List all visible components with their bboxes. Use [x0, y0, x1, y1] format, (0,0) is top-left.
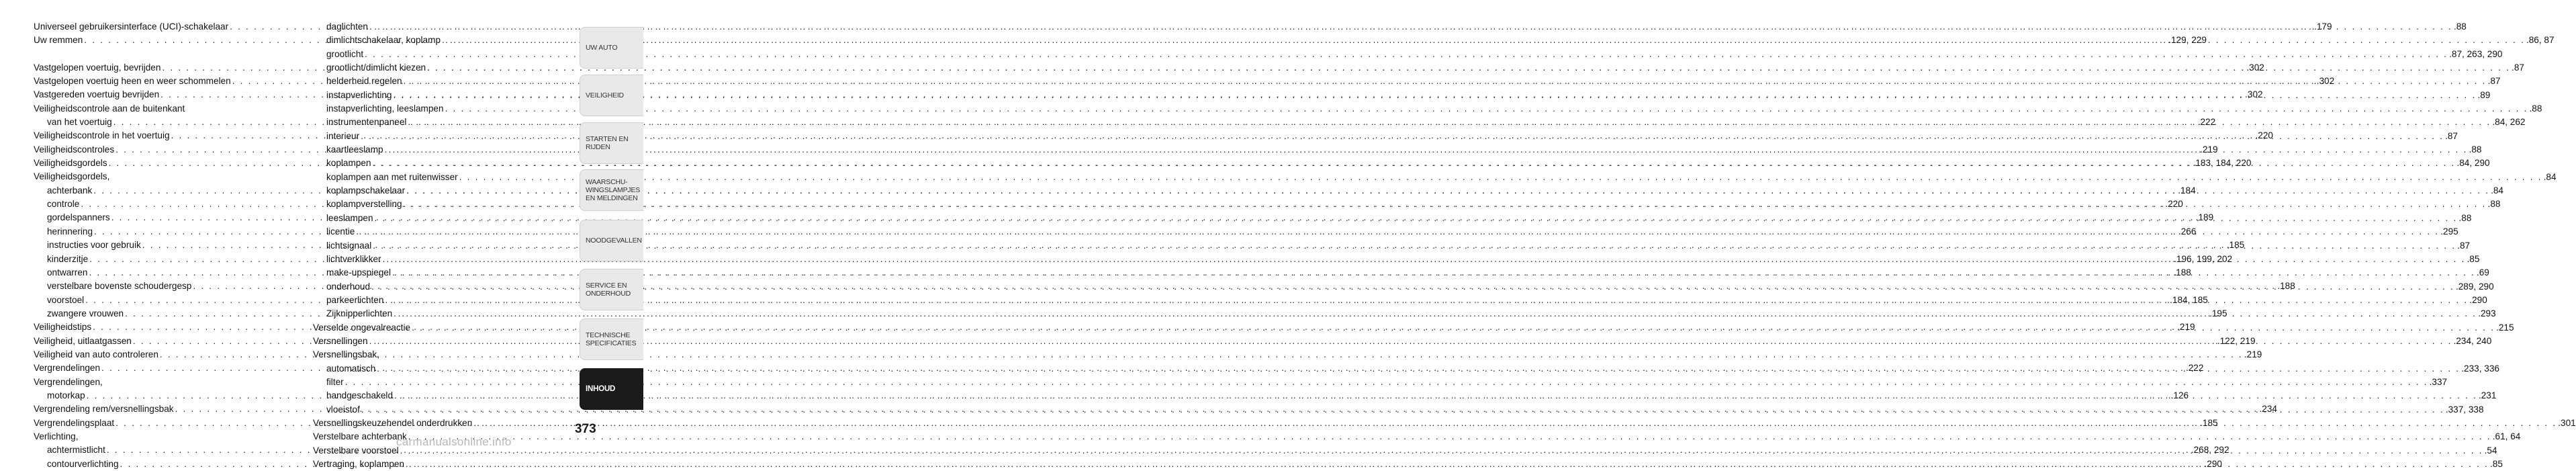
dot-leader [392, 266, 2475, 280]
index-term: Vergrendelingen, [34, 376, 103, 387]
index-entry [34, 376, 289, 389]
index-page-refs: .295 [2440, 226, 2458, 237]
index-page-refs: .302 [2246, 62, 2264, 73]
index-page-refs: .188 [2173, 267, 2191, 277]
index-term: Uw remmen [34, 35, 83, 46]
index-term: voorstoel [47, 294, 85, 305]
dot-leader [371, 280, 2454, 294]
index-term: Universeel gebruikersinterface (UCI)-schakelaar [34, 22, 229, 32]
index-term: ontwarren [47, 267, 88, 277]
index-page-refs: .188 [2277, 281, 2295, 292]
index-page-refs: .85 [2467, 253, 2480, 264]
dot-leader [442, 34, 2525, 47]
index-term: Vastgereden voertuig bevrijden [34, 89, 160, 100]
index-term: Vergrendelingsplaat [34, 417, 115, 428]
dot-leader [404, 75, 2487, 88]
index-term: Vergrendelingen [34, 363, 101, 374]
index-page-refs: .89 [2477, 89, 2491, 100]
dot-leader [408, 430, 2491, 443]
index-term: Versnellingsbak, [313, 349, 379, 360]
index-page-refs: .87, 263, 290 [2449, 48, 2503, 59]
index-page-refs: .231 [2478, 390, 2497, 401]
index-page-refs: .289, 290 [2455, 281, 2494, 292]
index-term: motorkap [47, 390, 85, 400]
index-page-refs: .222 [2197, 117, 2216, 128]
index-page-refs: .222 [2185, 363, 2204, 374]
dot-leader [394, 307, 2477, 320]
index-page-refs: .88 [2469, 144, 2482, 155]
index-page-refs: .69 [2476, 267, 2489, 278]
index-page-refs: .290 [2469, 294, 2487, 305]
index-term: herinnering [47, 226, 93, 237]
chapter-tab-label: INHOUD [586, 385, 616, 393]
dot-leader [345, 376, 2428, 389]
index-term: helderheid regelen [326, 76, 402, 87]
index-term: instapverlichting [326, 89, 392, 100]
index-page-refs: .268, 292 [2191, 445, 2229, 456]
index-term: Verstelbare voorstoel [313, 445, 399, 456]
chapter-tab-label: VEILIGHEID [586, 91, 624, 99]
chapter-tab[interactable] [580, 75, 643, 116]
index-page-refs: .87 [2445, 130, 2458, 141]
dot-leader [408, 116, 2491, 129]
index-term: Zijknipperlichten [326, 308, 393, 319]
index-term: koplampen [326, 158, 371, 169]
index-term: Veiligheidscontrole in het voertuig [34, 130, 170, 141]
index-page-refs: .179 [2314, 22, 2332, 32]
chapter-tab-label: SERVICE EN ONDERHOUD [586, 282, 631, 298]
index-term: Verstelbare achterbank [313, 431, 407, 442]
dot-leader [445, 102, 2528, 116]
index-term: Veiligheidsgordels, [34, 171, 110, 182]
index-entry [34, 102, 289, 116]
index-page-refs: .87 [2487, 76, 2501, 87]
index-term: Vergrendeling rem/versnellingsbak [34, 404, 174, 415]
index-term: Vastgelopen voertuig, bevrijden [34, 62, 161, 73]
index-term: Vastgelopen voertuig heen en weer schommelen [34, 76, 231, 87]
dot-leader [375, 212, 2458, 225]
index-page-refs: .215 [2496, 322, 2514, 333]
index-term: instrumentenpaneel [326, 117, 407, 128]
index-page-refs: .234 [2259, 404, 2277, 415]
index-entry [34, 430, 289, 443]
index-entry [313, 102, 2542, 116]
index-page-refs: .195 [2209, 308, 2227, 318]
dot-leader [406, 184, 2489, 198]
index-page-refs: .185 [2200, 417, 2218, 428]
dot-leader [394, 389, 2477, 402]
index-term: Veiligheid, uitlaatgassen [34, 335, 132, 346]
chapter-tab-label: WAARSCHU- WINGSLAMPJES EN MELDINGEN [586, 178, 641, 202]
index-page-refs: .84, 290 [2456, 158, 2490, 169]
dot-leader [361, 130, 2444, 143]
dot-leader [369, 20, 2452, 34]
index-term: van het voertuig [47, 117, 112, 128]
index-page-refs: .88 [2453, 22, 2467, 32]
index-page-refs: .84 [2491, 185, 2503, 196]
chapter-tab[interactable] [580, 220, 643, 261]
index-page-refs: .290 [2204, 458, 2222, 469]
index-page-refs: .129, 229 [2168, 35, 2207, 46]
chapter-tabs [576, 0, 645, 456]
index-term: automatisch [326, 363, 376, 374]
index-term: instapverlichting, leeslampen [326, 103, 444, 114]
index-term: koplampschakelaar [326, 185, 406, 196]
dot-leader [400, 444, 2483, 458]
dot-leader [393, 89, 2476, 102]
index-term: parkeerlichten [326, 294, 384, 305]
index-page-refs: .266 [2178, 226, 2197, 237]
dot-leader [412, 321, 2495, 335]
index-page-refs: .87 [2457, 240, 2471, 251]
index-page-refs: .184, 185 [2170, 294, 2208, 305]
index-entry [34, 170, 289, 183]
index-term: achterbank [47, 185, 93, 196]
index-page-refs: .87 [2512, 62, 2524, 73]
index-page-refs: .184 [2178, 185, 2196, 196]
index-term: verstelbare bovenste schoudergesp [47, 281, 192, 292]
dot-leader [473, 417, 2557, 430]
index-page-refs: .185 [2226, 240, 2245, 251]
watermark: carmanualsonline.info [396, 435, 512, 448]
dot-leader [406, 458, 2489, 471]
index-term: Veiligheidsgordels [34, 158, 107, 169]
index-term: leeslampen [326, 212, 373, 223]
index-page-refs: .85 [2489, 459, 2503, 469]
index-term: grootlicht/dimlicht kiezen [326, 62, 426, 73]
chapter-tab-label: NOODGEVALLEN [586, 237, 642, 245]
dot-leader [356, 225, 2439, 239]
index-term: instructies voor gebruik [47, 240, 141, 251]
index-term: Veiligheid van auto controleren [34, 349, 158, 359]
index-term: lichtsignaal [326, 240, 372, 251]
index-term: Versnellingen [313, 335, 368, 346]
index-term: kinderzitje [47, 253, 89, 264]
index-term: licentie [326, 226, 355, 237]
dot-leader [427, 61, 2510, 75]
page-number: 373 [575, 422, 596, 436]
index-page-refs: .293 [2478, 308, 2496, 319]
chapter-tab[interactable] [580, 122, 643, 164]
index-term: Versnellingskeuzehendel onderdrukken [313, 417, 473, 428]
index-page-refs: .84 [2543, 171, 2557, 182]
index-term: koplampen aan met ruitenwisser [326, 171, 458, 182]
index-term: daglichten [326, 22, 368, 32]
index-term: onderhoud [326, 281, 371, 292]
index-page-refs: .54 [2484, 445, 2497, 456]
index-page-refs: .219 [2244, 349, 2262, 359]
index-page-refs: .219 [2177, 322, 2195, 333]
dot-leader [369, 335, 2452, 348]
index-page-refs: .88 [2529, 103, 2542, 114]
index-term: grootlicht [326, 48, 364, 59]
index-page-refs: .84, 262 [2492, 117, 2526, 128]
index-term: Verselde ongevalreactie [313, 322, 411, 333]
index-term: Veiligheidscontrole aan de buitenkant [34, 103, 185, 114]
index-term: interieur [326, 130, 360, 141]
index-page-refs: .337 [2429, 376, 2448, 387]
index-page-refs: .302 [2245, 89, 2263, 100]
index-page-refs: .220 [2255, 130, 2273, 141]
dot-leader [385, 143, 2468, 157]
index-page-refs: .122, 219 [2217, 335, 2256, 346]
index-term: Verlichting, [34, 431, 79, 441]
index-term: Veiligheidstips [34, 322, 92, 333]
index-entry [313, 171, 2557, 184]
index-term: zwangere vrouwen [47, 308, 124, 318]
index-term: dimlichtschakelaar, koplamp [326, 35, 441, 46]
chapter-tab-label: STARTEN EN RIJDEN [586, 135, 629, 151]
index-term: achtermistlicht [47, 445, 105, 456]
dot-leader [373, 157, 2456, 170]
index-term: lichtverklikker [326, 253, 381, 264]
index-page-refs: .183, 184, 220 [2193, 158, 2252, 169]
dot-leader [361, 403, 2444, 417]
dot-leader [383, 253, 2466, 266]
index-term: gordelspanners [47, 212, 110, 223]
index-page-refs: .86, 87 [2526, 35, 2555, 46]
chapter-tab[interactable] [580, 27, 643, 69]
dot-leader [373, 239, 2456, 253]
index-term: handgeschakeld [326, 390, 394, 401]
index-term: filter [326, 376, 344, 387]
index-page-refs: .302 [2316, 76, 2335, 87]
dot-leader [404, 198, 2487, 211]
index-page-refs: .61, 64 [2492, 431, 2521, 442]
dot-leader [459, 171, 2542, 184]
index-term: make-upspiegel [326, 267, 391, 278]
index-term: kaartleeslamp [326, 144, 383, 155]
chapter-tab[interactable] [580, 269, 643, 310]
dot-leader [377, 362, 2460, 376]
index-page-refs: .301 [2558, 417, 2576, 428]
chapter-tab-label: UW AUTO [586, 44, 618, 52]
chapter-tab[interactable] [580, 368, 643, 410]
index-page-refs: .189 [2195, 212, 2214, 223]
index-page-refs: .233, 336 [2461, 363, 2499, 374]
index-term: koplampverstelling [326, 199, 402, 210]
index-term: Veiligheidscontroles [34, 144, 115, 155]
index-page-refs: .196, 199, 202 [2174, 253, 2233, 264]
index-page-refs: .220 [2165, 199, 2183, 210]
chapter-tab-label: TECHNISCHE SPECIFICATIES [586, 331, 637, 347]
chapter-tab[interactable] [580, 318, 643, 360]
index-term: Vertraging, koplampen [313, 459, 405, 469]
index-page-refs: .88 [2487, 199, 2501, 210]
index-term: contourverlichting [47, 458, 119, 469]
index-page-refs: .337, 338 [2445, 404, 2484, 415]
index-page-refs: .219 [2200, 144, 2218, 155]
chapter-tab[interactable] [580, 169, 643, 211]
dot-leader [385, 294, 2468, 307]
index-term: vloeistof [326, 404, 360, 415]
index-term: controle [47, 199, 80, 210]
dot-leader [365, 48, 2448, 61]
index-page-refs: .88 [2458, 212, 2472, 223]
index-page-refs: .234, 240 [2453, 335, 2492, 346]
index-page-refs: .126 [2170, 390, 2189, 400]
index-entry [313, 348, 568, 361]
